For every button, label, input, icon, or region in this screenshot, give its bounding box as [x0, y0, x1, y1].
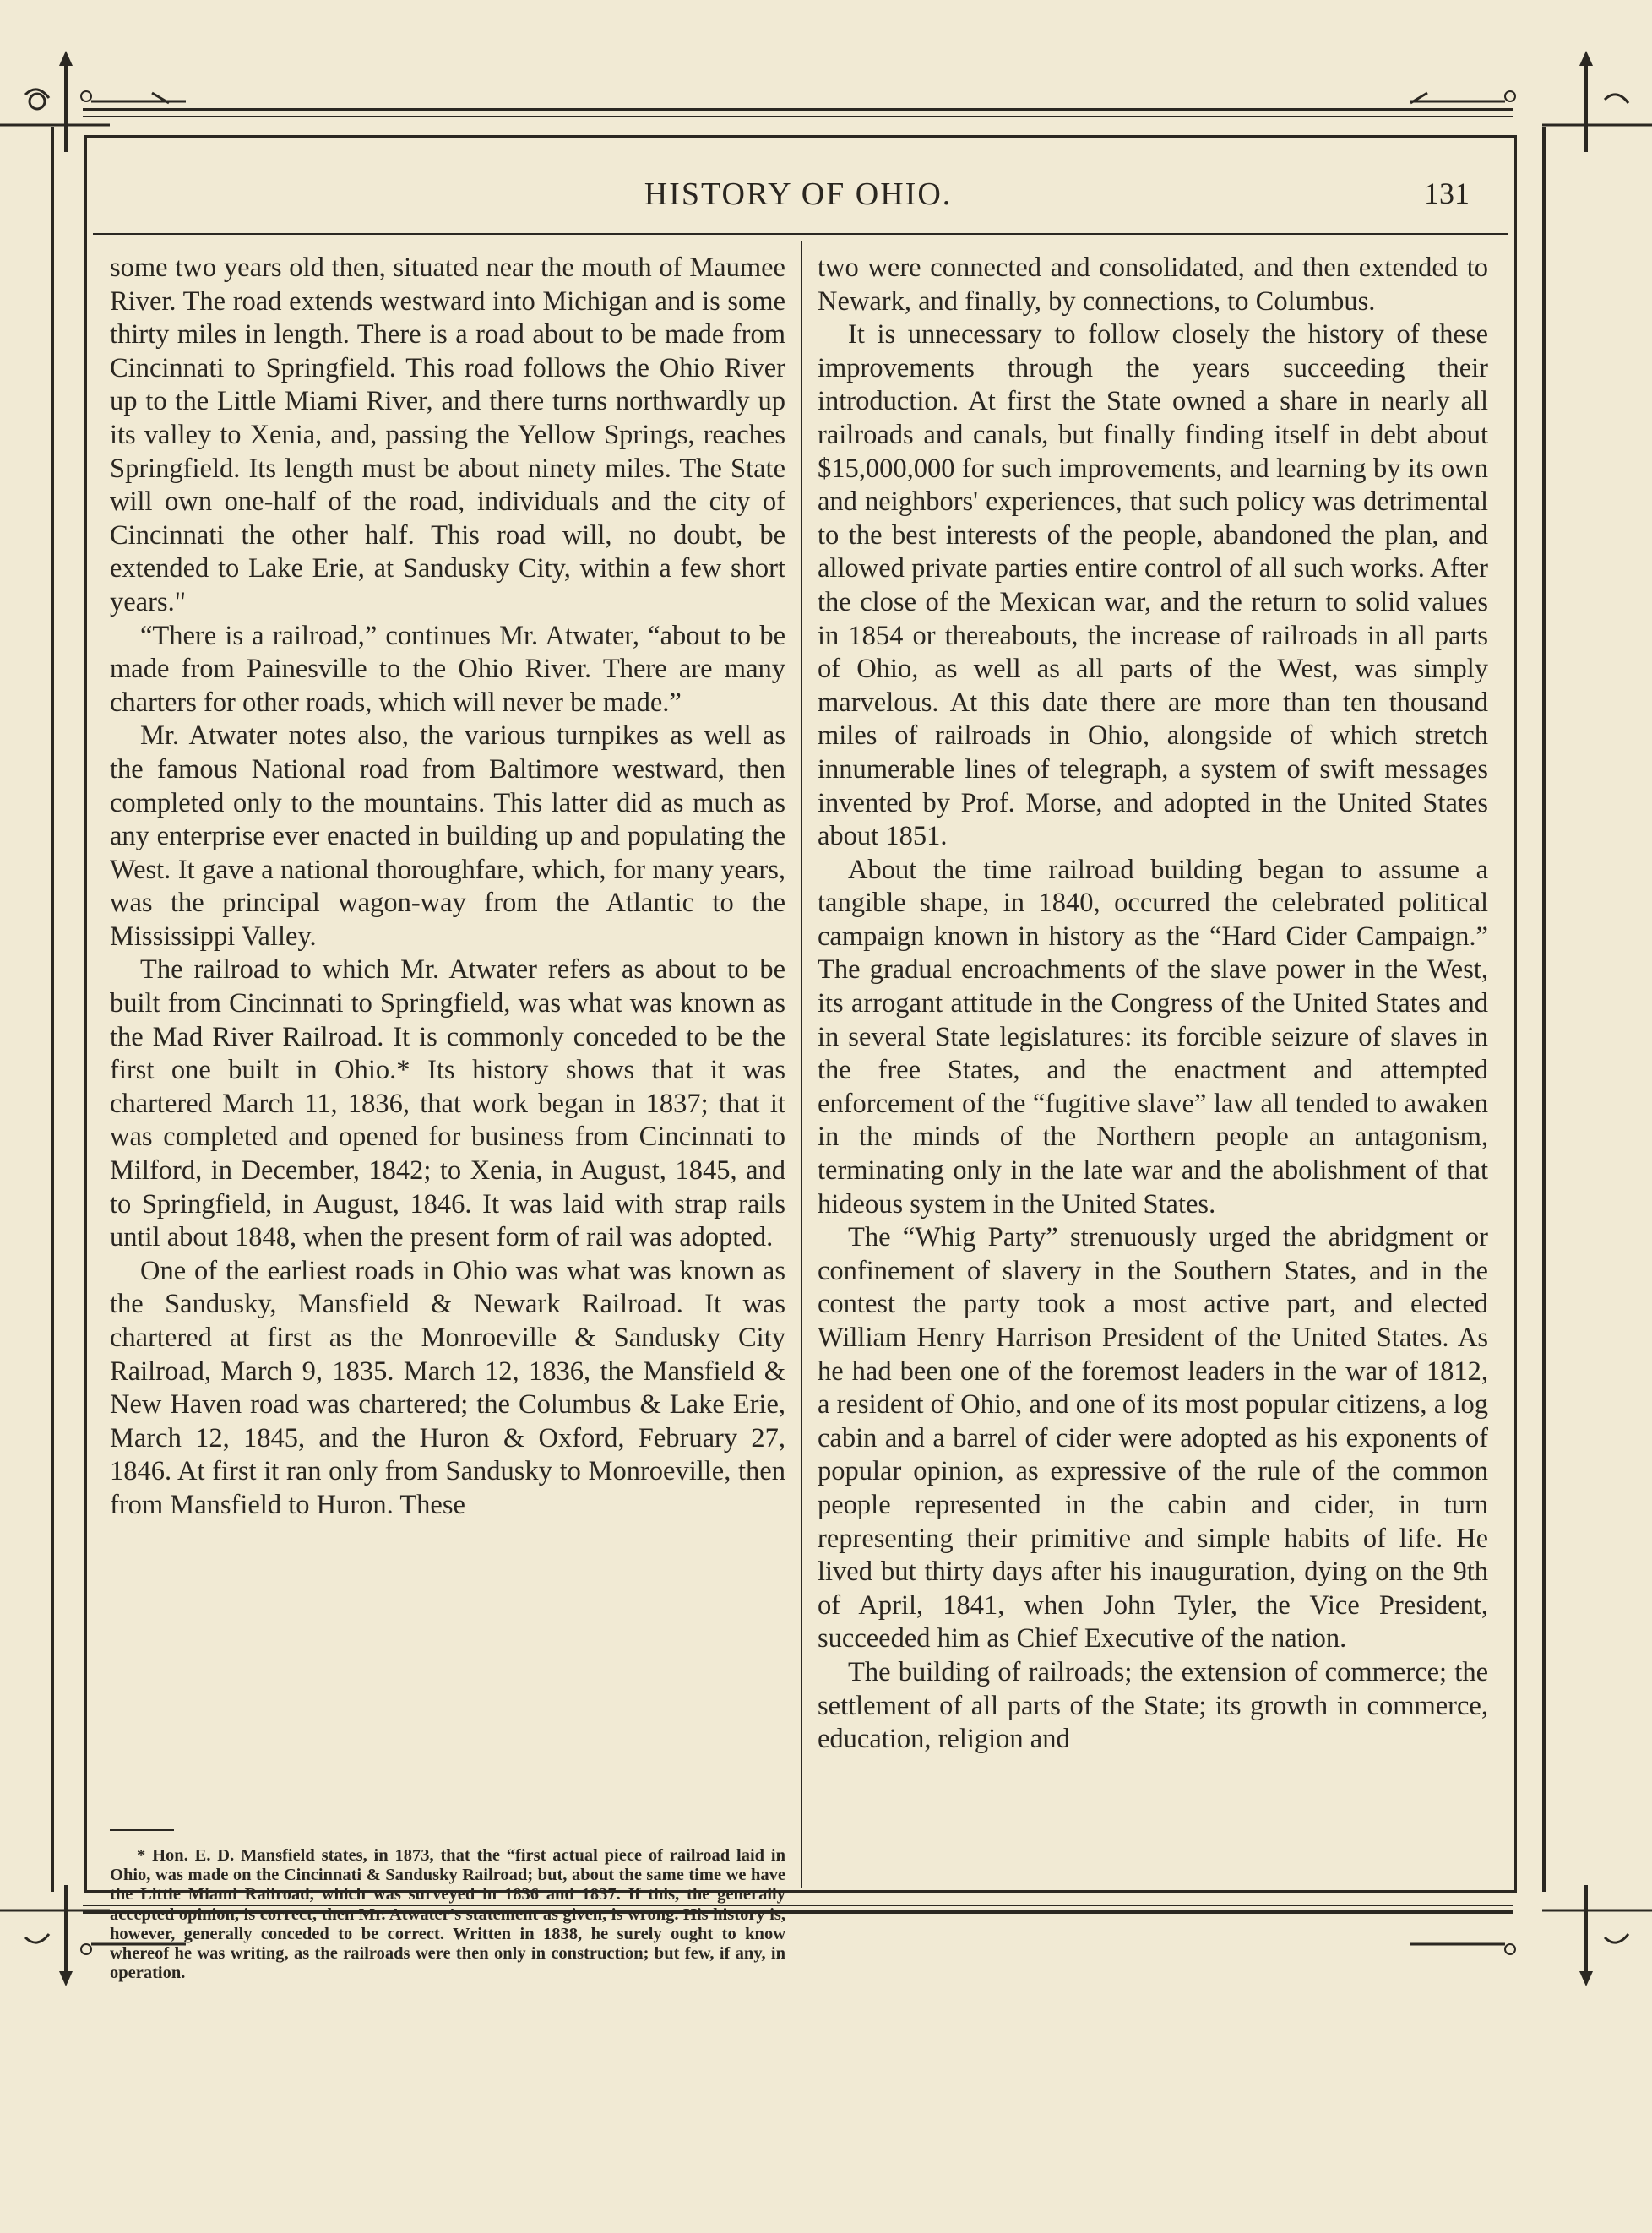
paragraph: The building of railroads; the extension of commerce; the settlement of all parts of the State; its growth in commerce, education, religion and: [818, 1656, 1488, 1755]
column-divider: [801, 241, 802, 1888]
paragraph: It is unnecessary to follow closely the history of these improvements through the years succeeding their introduction. At first the State owned a share in nearly all railroads and canals, but finally finding itself in debt about $15,000,000 for such improvements, and learning by its own and neighbors' experiences, that such policy was detrimental to the best interests of the people, abandoned the plan, and allowed private parties entire control of all such works. After the close of the Mexican war, and the return to solid values in 1854 or thereabouts, the increase of railroads in all parts of Ohio, as well as all parts of the West, was simply marvelous. At this date there are more than ten thousand miles of railroads in Ohio, alongside of which stretch innumerable lines of telegraph, a system of swift messages invented by Prof. Morse, and adopted in the United States about 1851.: [818, 319, 1488, 852]
paragraph: “There is a railroad,” continues Mr. Atwater, “about to be made from Painesville to the Ohio River. There are many charters for other roads, which will never be made.”: [110, 620, 785, 718]
paragraph: The “Whig Party” strenuously urged the abridgment or confinement of slavery in the Southern States, and in the contest the party took a most active part, and elected William Henry Harrison President of the United States. As he had been one of the foremost leaders in the war of 1812, a resident of Ohio, and one of its most popular citizens, a log cabin and a barrel of cider were adopted as his exponents of popular opinion, as expressive of the rule of the common people represented in the cabin and cider, in turn representing their primitive and simple habits of life. He lived but thirty days after his inauguration, dying on the 9th of April, 1841, when John Tyler, the Vice President, succeeded him as Chief Executive of the nation.: [818, 1222, 1488, 1654]
right-column: [818, 252, 1488, 1757]
footnote-text: * Hon. E. D. Mansfield states, in 1873, that the “first actual piece of railroad laid in Ohio, was made on the Cincinnati & Sandusky Railroad; but, about the same time we have the Little Miami Railroad, which was surveyed in 1836 and 1837. If this, the generally accepted opinion, is correct, then Mr. Atwater's statement as given, is wrong. His history is, however, generally conceded to be correct. Written in 1838, he surely ought to know whereof he was writing, as the railroads were then only in construction; but few, if any, in operation.: [110, 1846, 785, 1983]
page-number: 131: [1424, 177, 1470, 210]
running-header: [84, 176, 1512, 226]
paragraph: two were connected and consolidated, and then extended to Newark, and finally, by connections, to Columbus.: [818, 253, 1488, 317]
left-column: [110, 252, 785, 1523]
right-border-rule: [1542, 127, 1546, 1892]
scroll-ornament-top-right-icon: [1402, 84, 1520, 118]
scroll-ornament-bottom-right-icon: [1402, 1929, 1520, 1963]
top-border-rule-thin: [83, 116, 1513, 117]
left-border-rule: [51, 127, 54, 1892]
scroll-ornament-top-left-icon: [76, 84, 194, 118]
footnote-rule: [110, 1829, 174, 1831]
header-rule: [93, 233, 1508, 235]
paragraph: One of the earliest roads in Ohio was what was known as the Sandusky, Mansfield & Newark Railroad. It was chartered at first as the Monroeville & Sandusky City Railroad, March 9, 1835. March 12, 1836, the Mansfield & New Haven road was chartered; the Columbus & Lake Erie, March 12, 1845, and the Huron & Oxford, February 27, 1846. At first it ran only from Sandusky to Monroeville, then from Mansfield to Huron. These: [110, 1255, 785, 1520]
top-border-rule: [83, 108, 1513, 111]
paragraph: Mr. Atwater notes also, the various turnpikes as well as the famous National road from Baltimore westward, then completed only to the mountains. This latter did as much as any enterprise ever enacted in building up and populating the West. It gave a national thoroughfare, which, for many years, was the principal wagon-way from the Atlantic to the Mississippi Valley.: [110, 720, 785, 952]
paragraph: About the time railroad building began to assume a tangible shape, in 1840, occurred the celebrated political campaign known in history as the “Hard Cider Campaign.” The gradual encroachments of the slave power in the West, its arrogant attitude in the Congress of the United States and in several State legislatures: its forcible seizure of slaves in the free States, and the enactment and attempted enforcement of the “fugitive slave” law all tended to awaken in the minds of the Northern people an antagonism, terminating only in the late war and the abolishment of that hideous system in the United States.: [818, 854, 1488, 1220]
paragraph: some two years old then, situated near the mouth of Maumee River. The road extends westward into Michigan and is some thirty miles in length. There is a road about to be made from Cincinnati to Springfield. This road follows the Ohio River up to the Little Miami River, and there turns northwardly up its valley to Xenia, and, passing the Yellow Springs, reaches Springfield. Its length must be about ninety miles. The State will own one-half of the road, individuals and the city of Cincinnati the other half. This road will, no doubt, be extended to Lake Erie, at Sandusky City, within a few short years.": [110, 253, 785, 617]
footnote: [110, 1846, 785, 1983]
running-title: HISTORY OF OHIO.: [644, 177, 953, 212]
corner-ornament-bottom-right-icon: [1542, 1877, 1652, 1986]
paragraph: The railroad to which Mr. Atwater refers as about to be built from Cincinnati to Springfield, was what was known as the Mad River Railroad. It is commonly conceded to be the first one built in Ohio.* Its history shows that it was chartered March 11, 1836, that work began in 1837; that it was completed and opened for business from Cincinnati to Milford, in December, 1842; to Xenia, in August, 1845, and to Springfield, in August, 1846. It was laid with strap rails until about 1848, when the present form of rail was adopted.: [110, 954, 785, 1253]
corner-ornament-top-right-icon: [1542, 51, 1652, 160]
